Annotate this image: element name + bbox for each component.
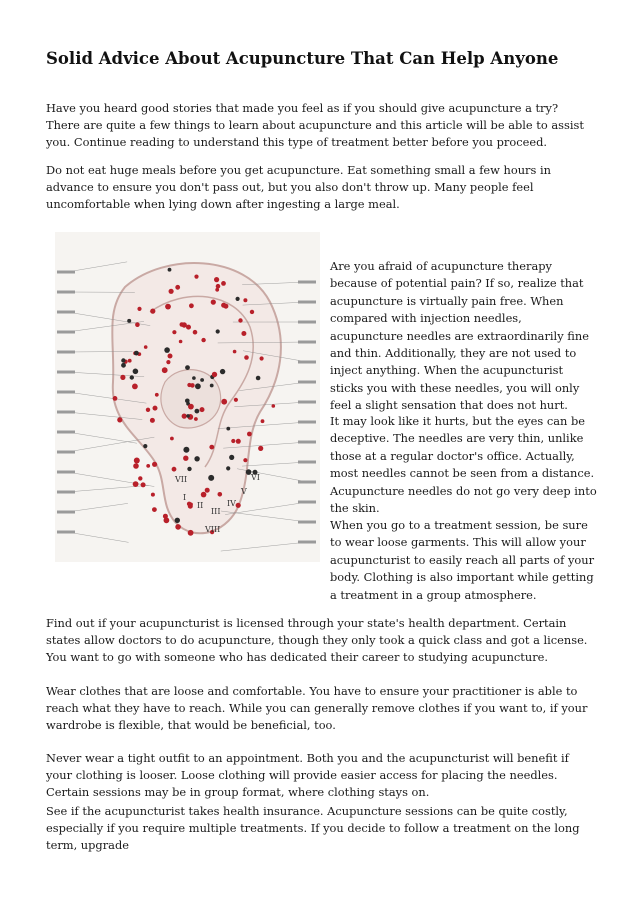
- intro-paragraph: Have you heard good stories that made you feel as if you should give acupuncture a try? There are quite a few things to learn about acupuncture and this article will be able to assist you. Continue reading to understand this type of treatment better before you proceed.: [46, 101, 584, 149]
- region-numeral: IV: [227, 499, 236, 508]
- acupuncture-point: [128, 359, 132, 363]
- acupuncture-point: [121, 358, 125, 362]
- acupuncture-point: [258, 446, 263, 451]
- acupuncture-point: [194, 417, 198, 421]
- meal-paragraph: Do not eat huge meals before you get acupuncture. Eat something small a few hours in advance to ensure you don't pass out, but you also don't throw up. Many people feel uncomfortable when lying down after ingesting a large meal.: [46, 163, 551, 211]
- point-label-mark: [57, 311, 75, 314]
- acupuncture-point: [236, 297, 240, 301]
- point-label-mark: [298, 321, 316, 324]
- region-numeral: VIII: [205, 525, 221, 534]
- acupuncture-point: [192, 376, 196, 380]
- acupuncture-point: [241, 331, 246, 336]
- acupuncture-point: [195, 383, 201, 389]
- point-label-mark: [57, 411, 75, 414]
- point-label-mark: [57, 331, 75, 334]
- acupuncture-point: [189, 303, 194, 308]
- point-label-mark: [298, 301, 316, 304]
- tight-outfit-paragraph: Never wear a tight outfit to an appointment. Both you and the acupuncturist will benefit if your clothing is looser. Loose clothing will provide easier access for placing the needles. Certain sessions may be in group format, where clothing stays on.: [46, 751, 569, 799]
- acupuncture-point: [146, 464, 150, 468]
- acupuncture-point: [216, 284, 221, 289]
- point-label-mark: [298, 461, 316, 464]
- acupuncture-point: [200, 407, 205, 412]
- acupuncture-point: [138, 476, 142, 480]
- acupuncture-point: [121, 363, 126, 368]
- acupuncture-point: [210, 384, 214, 388]
- acupuncture-point: [200, 378, 204, 382]
- acupuncture-point: [152, 507, 157, 512]
- leader-line: [67, 503, 128, 512]
- licensed-paragraph: Find out if your acupuncturist is licensed through your state's health department. Certain states allow doctors to do acupuncture, though they only took a quick class and got a license. You want to go with someone who has dedicated their career to studying acupuncture.: [46, 616, 588, 664]
- acupuncture-point: [151, 493, 155, 497]
- article-title: Solid Advice About Acupuncture That Can Help Anyone: [46, 49, 559, 68]
- acupuncture-point: [182, 322, 187, 327]
- leader-line: [221, 542, 308, 551]
- acupuncture-point: [133, 463, 139, 469]
- acupuncture-point: [144, 345, 148, 349]
- point-label-mark: [298, 401, 316, 404]
- acupuncture-point: [244, 355, 249, 360]
- acupuncture-point: [234, 398, 238, 402]
- acupuncture-point: [208, 475, 214, 481]
- point-label-mark: [57, 531, 75, 534]
- region-numeral: I: [183, 493, 187, 502]
- acupuncture-point: [205, 488, 210, 493]
- region-numeral: V: [241, 487, 247, 496]
- acupuncture-point: [226, 466, 230, 470]
- acupuncture-point: [194, 456, 199, 461]
- acupuncture-point: [120, 375, 125, 380]
- point-label-mark: [298, 341, 316, 344]
- point-label-mark: [57, 511, 75, 514]
- acupuncture-point: [155, 393, 159, 397]
- acupuncture-point: [179, 340, 183, 344]
- acupuncture-point: [175, 285, 180, 290]
- acupuncture-point: [134, 351, 139, 356]
- acupuncture-point: [220, 369, 225, 374]
- acupuncture-point: [172, 467, 177, 472]
- acupuncture-point: [168, 354, 173, 359]
- region-numeral: II: [197, 501, 204, 510]
- acupuncture-point: [201, 492, 207, 498]
- acupuncture-point: [153, 406, 158, 411]
- point-label-mark: [298, 381, 316, 384]
- acupuncture-point: [137, 307, 141, 311]
- acupuncture-point: [272, 404, 276, 408]
- pain-paragraph: Are you afraid of acupuncture therapy because of potential pain? If so, realize that acupuncture is virtually pain free. When compared with injection needles, acupuncture needles are extraordinarily fine and thin. Additionally, they are not used to inject anything. When the acupuncturist sticks you with these needles, you will only feel a slight sensation that does not hurt.: [330, 259, 589, 413]
- point-label-mark: [57, 371, 75, 374]
- leader-line: [67, 262, 127, 272]
- acupuncture-point: [185, 365, 190, 370]
- acupuncture-point: [132, 384, 138, 390]
- loose-garments-paragraph: When you go to a treatment session, be sure to wear loose garments. This will allow your acupuncturist to easily reach all parts of your body. Clothing is also important while getting a treatment in a group atmosphere.: [330, 518, 595, 602]
- acupuncture-point: [188, 530, 194, 536]
- acupuncture-point: [169, 289, 174, 294]
- acupuncture-point: [243, 298, 247, 302]
- acupuncture-point: [186, 414, 190, 418]
- acupuncture-point: [189, 503, 193, 507]
- point-label-mark: [57, 291, 75, 294]
- acupuncture-point: [193, 330, 198, 335]
- acupuncture-point: [187, 467, 191, 471]
- acupuncture-point: [127, 319, 131, 323]
- point-label-mark: [57, 351, 75, 354]
- acupuncture-point: [233, 350, 237, 354]
- acupuncture-point: [143, 444, 147, 448]
- acupuncture-point: [166, 360, 170, 364]
- point-label-mark: [298, 521, 316, 524]
- acupuncture-point: [134, 458, 140, 464]
- acupuncture-point: [231, 439, 235, 443]
- acupuncture-point: [162, 367, 168, 373]
- acupuncture-point: [260, 356, 264, 360]
- acupuncture-point: [183, 456, 188, 461]
- acupuncture-point: [236, 439, 241, 444]
- acupuncture-point: [221, 281, 226, 286]
- acupuncture-point: [256, 376, 261, 381]
- region-numeral: VII: [175, 475, 188, 484]
- acupuncture-point: [194, 275, 198, 279]
- ear-chart-drawing: [55, 232, 320, 562]
- acupuncture-point: [221, 303, 226, 308]
- acupuncture-point: [261, 419, 265, 423]
- acupuncture-point: [168, 268, 172, 272]
- acupuncture-point: [188, 404, 194, 410]
- point-label-mark: [57, 451, 75, 454]
- acupuncture-point: [250, 310, 254, 314]
- acupuncture-point: [175, 518, 180, 523]
- point-label-mark: [57, 491, 75, 494]
- acupuncture-point: [172, 330, 176, 334]
- acupuncture-point: [133, 369, 139, 375]
- acupuncture-point: [117, 417, 122, 422]
- point-label-mark: [57, 271, 75, 274]
- acupuncture-point: [221, 399, 227, 405]
- needles-paragraph: It may look like it hurts, but the eyes can be deceptive. The needles are very thin, unlike those at a regular doctor's office. Actually, most needles cannot be seen from a distance. Acupuncture needles do not go very deep into the skin.: [330, 414, 597, 516]
- acupuncture-point: [195, 409, 200, 414]
- point-label-mark: [298, 541, 316, 544]
- acupuncture-point: [236, 503, 241, 508]
- acupuncture-point: [113, 396, 118, 401]
- ear-acupuncture-chart-image: [55, 232, 320, 562]
- insurance-paragraph: See if the acupuncturist takes health insurance. Acupuncture sessions can be quite costly, especially if you require multiple treatments. If you decide to follow a treatment on the long term, upgrade: [46, 804, 580, 852]
- point-label-mark: [298, 481, 316, 484]
- acupuncture-point: [175, 524, 181, 530]
- leader-line: [67, 532, 129, 542]
- acupuncture-point: [247, 432, 252, 437]
- point-label-mark: [298, 421, 316, 424]
- acupuncture-point: [243, 458, 247, 462]
- acupuncture-point: [164, 517, 170, 523]
- acupuncture-point: [211, 300, 216, 305]
- region-numeral: VI: [251, 473, 260, 482]
- acupuncture-point: [146, 408, 150, 412]
- acupuncture-point: [185, 399, 190, 404]
- acupuncture-point: [229, 455, 234, 460]
- point-label-mark: [57, 471, 75, 474]
- acupuncture-point: [238, 318, 242, 322]
- acupuncture-point: [216, 329, 220, 333]
- acupuncture-point: [164, 347, 170, 353]
- point-label-mark: [298, 441, 316, 444]
- region-numeral: III: [211, 507, 221, 516]
- acupuncture-point: [152, 462, 157, 467]
- acupuncture-point: [201, 338, 205, 342]
- acupuncture-point: [215, 288, 219, 292]
- clothes-paragraph: Wear clothes that are loose and comfortable. You have to ensure your practitioner is able to reach what they have to reach. While you can generally remove clothes if you want to, if your wardrobe is flexible, that would be beneficial, too.: [46, 684, 588, 732]
- acupuncture-point: [214, 277, 219, 282]
- leader-line: [221, 511, 308, 522]
- acupuncture-point: [150, 418, 155, 423]
- acupuncture-point: [182, 414, 187, 419]
- acupuncture-point: [133, 481, 139, 487]
- acupuncture-point: [141, 482, 146, 487]
- point-label-mark: [298, 361, 316, 364]
- point-label-mark: [298, 281, 316, 284]
- acupuncture-point: [170, 437, 174, 441]
- acupuncture-point: [209, 445, 214, 450]
- leader-line: [67, 432, 137, 443]
- point-label-mark: [57, 431, 75, 434]
- acupuncture-point: [183, 447, 189, 453]
- point-label-mark: [57, 391, 75, 394]
- point-label-mark: [298, 501, 316, 504]
- acupuncture-point: [150, 309, 155, 314]
- acupuncture-point: [135, 322, 140, 327]
- acupuncture-point: [130, 375, 134, 379]
- acupuncture-point: [165, 304, 171, 310]
- acupuncture-point: [212, 372, 217, 377]
- acupuncture-point: [190, 383, 195, 388]
- acupuncture-point: [218, 492, 223, 497]
- acupuncture-point: [226, 427, 230, 431]
